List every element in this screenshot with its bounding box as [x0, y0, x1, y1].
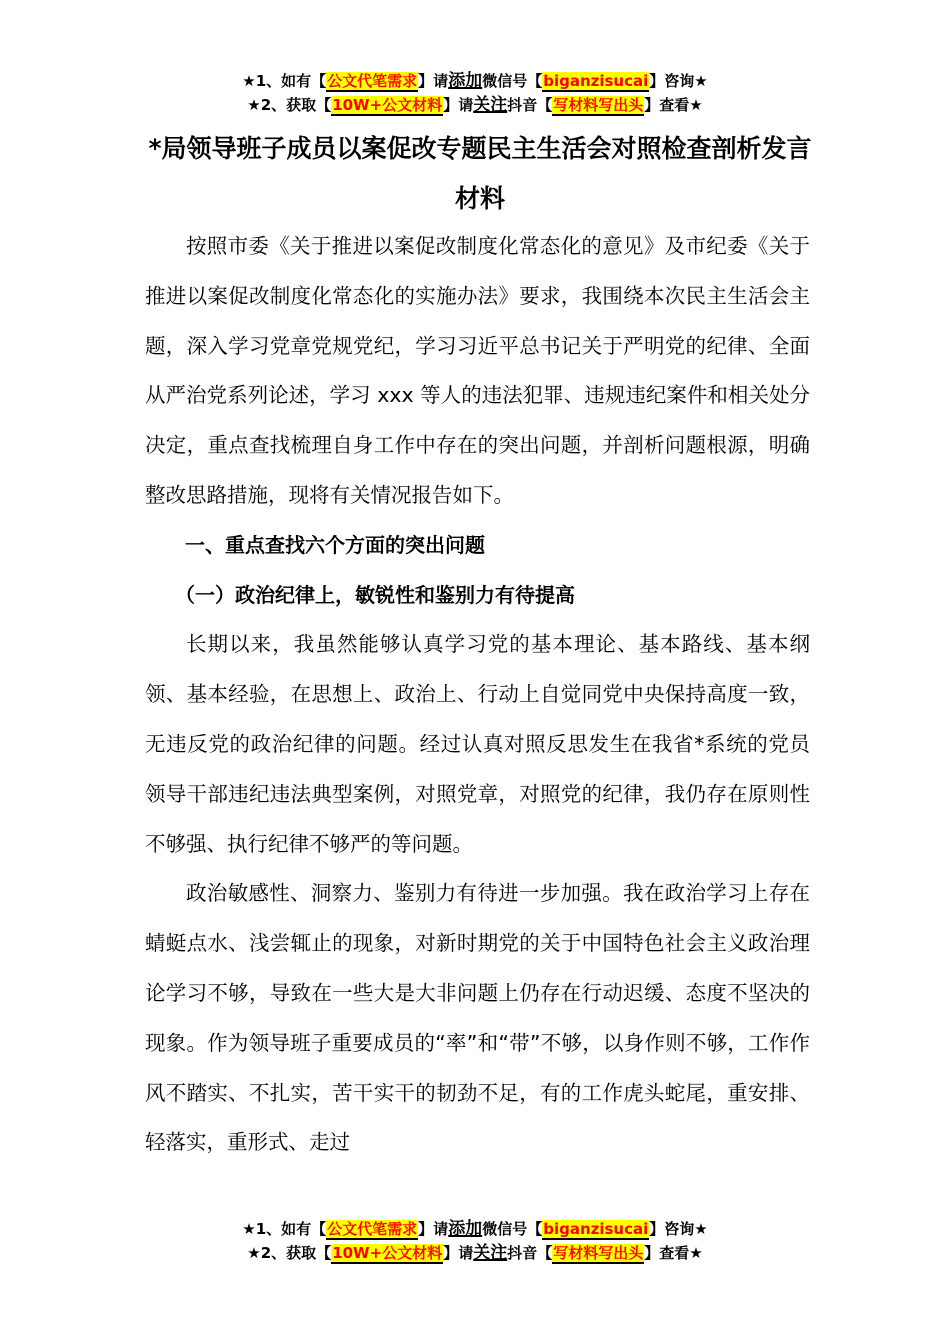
subsection-heading: （一）政治纪律上，敏锐性和鉴别力有待提高 — [175, 582, 575, 607]
highlight-wechat-id: biganzisucai — [543, 1220, 649, 1238]
highlight-ghostwriting: 公文代笔需求 — [327, 1220, 418, 1238]
highlight-douyin: 写材料写出头 — [553, 96, 644, 114]
highlight-wechat-id: biganzisucai — [543, 72, 649, 90]
highlight-materials: 10W+公文材料 — [332, 1244, 443, 1262]
highlight-douyin: 写材料写出头 — [553, 1244, 644, 1262]
intro-paragraph: 按照市委《关于推进以案促改制度化常态化的意见》及市纪委《关于推进以案促改制度化常态化的实施办法》要求，我围绕本次民主生活会主题，深入学习党章党规党纪，学习习近平总书记关于严明党的纪律、全面从严治党系列论述，学习 xxx 等人的违法犯罪、违规违纪案件和相关处分决定，重点查找梳理自身工作中存在的突出问题，并剖析问题根源，明确整改思路措施，现将有关情况报告如下。 — [145, 234, 810, 507]
promo-banner-bottom — [0, 1218, 950, 1266]
highlight-materials: 10W+公文材料 — [332, 96, 443, 114]
body-paragraph-2: 政治敏感性、洞察力、鉴别力有待进一步加强。我在政治学习上存在蜻蜓点水、浅尝辄止的现象，对新时期党的关于中国特色社会主义政治理论学习不够，导致在一些大是大非问题上仍存在行动迟缓、态度不坚决的现象。作为领导班子重要成员的“率”和“带”不够，以身作则不够，工作作风不踏实、不扎实，苦干实干的韧劲不足，有的工作虎头蛇尾，重安排、轻落实，重形式、走过 — [145, 881, 810, 1155]
promo-line-1: ★1、如有【公文代笔需求】请添加微信号【biganzisucai】咨询★ — [242, 71, 708, 91]
section-heading: 一、重点查找六个方面的突出问题 — [185, 532, 485, 557]
promo-line-2: ★2、获取【10W+公文材料】请关注抖音【写材料写出头】查看★ — [247, 95, 703, 115]
body-paragraph-1: 长期以来，我虽然能够认真学习党的基本理论、基本路线、基本纲领、基本经验，在思想上、政治上、行动上自觉同党中央保持高度一致，无违反党的政治纪律的问题。经过认真对照反思发生在我省*系统的党员领导干部违纪违法典型案例，对照党章，对照党的纪律，我仍存在原则性不够强、执行纪律不够严的等问题。 — [145, 632, 810, 856]
promo-banner-top — [0, 70, 950, 118]
document-title: *局领导班子成员以案促改专题民主生活会对照检查剖析发言材料 — [148, 134, 812, 213]
promo-line-2-bottom: ★2、获取【10W+公文材料】请关注抖音【写材料写出头】查看★ — [247, 1243, 703, 1263]
highlight-ghostwriting: 公文代笔需求 — [327, 72, 418, 90]
promo-line-1-bottom: ★1、如有【公文代笔需求】请添加微信号【biganzisucai】咨询★ — [242, 1219, 708, 1239]
document-body — [145, 222, 810, 1168]
